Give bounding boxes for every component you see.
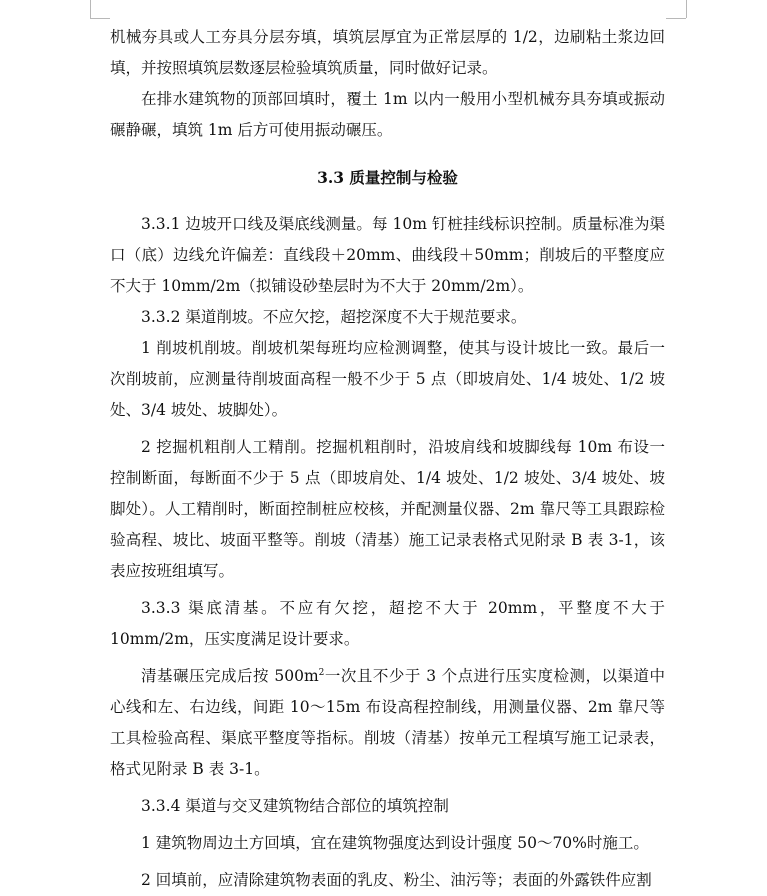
corner-mark-left-h bbox=[90, 18, 110, 19]
compaction-text-before: 清基碾压完成后按 500m bbox=[141, 667, 319, 685]
section-heading: 3.3 质量控制与检验 bbox=[317, 168, 458, 187]
paragraph-continuation: 机械夯具或人工夯具分层夯填，填筑层厚宜为正常层厚的 1/2，边刷粘土浆边回填，并按照填筑层数逐层检验填筑质量，同时做好记录。 bbox=[110, 28, 665, 77]
compaction-text-after: 一次且不少于 3 个点进行压实度检测，以渠道中心线和左、右边线，间距 10～15m 布设高程控制线，用测量仪器、2m 靠尺等工具检验高程、渠底平整度等指标。削坡（清基）按单元工程填写施工记录表，格式见附录 B 表 3-1。 bbox=[110, 667, 666, 778]
paragraph-3-3-4-item-1: 1 建筑物周边土方回填，宜在建筑物强度达到设计强度 50～70%时施工。 bbox=[141, 834, 649, 852]
compaction-superscript: 2 bbox=[318, 667, 325, 678]
paragraph-3-3-1: 3.3.1 边坡开口线及渠底线测量。每 10m 钉桩挂线标识控制。质量标准为渠口（底）边线允许偏差：直线段＋20mm、曲线段＋50mm；削坡后的平整度应不大于 10mm/2m（拟铺设砂垫层时为不大于 20mm/2m）。 bbox=[110, 215, 665, 295]
paragraph-item-2: 2 挖掘机粗削人工精削。挖掘机粗削时，沿坡肩线和坡脚线每 10m 布设一控制断面，每断面不少于 5 点（即坡肩处、1/4 坡处、1/2 坡处、3/4 坡处、坡脚处）。人工精削时，断面控制桩应校核，并配测量仪器、2m 靠尺等工具跟踪检验高程、坡比、坡面平整等。削坡（清基）施工记录表格式见附录 B 表 3-1，该表应按班组填写。 bbox=[110, 438, 665, 580]
paragraph-3-3-4-item-2: 2 回填前，应清除建筑物表面的乳皮、粉尘、油污等；表面的外露铁件应割 bbox=[141, 871, 652, 889]
paragraph-3-3-2: 3.3.2 渠道削坡。不应欠挖，超挖深度不大于规范要求。 bbox=[141, 308, 527, 326]
paragraph-compaction bbox=[110, 661, 665, 785]
corner-mark-right-h bbox=[666, 18, 686, 19]
document-page bbox=[110, 22, 665, 896]
paragraph-3-3-3: 3.3.3 渠底清基。不应有欠挖，超挖不大于 20mm，平整度不大于 10mm/2m，压实度满足设计要求。 bbox=[110, 599, 665, 648]
paragraph-item-1: 1 削坡机削坡。削坡机架每班均应检测调整，使其与设计坡比一致。最后一次削坡前，应测量待削坡面高程一般不少于 5 点（即坡肩处、1/4 坡处、1/2 坡处、3/4 坡处、坡脚处）。 bbox=[110, 339, 665, 419]
paragraph-drainage-backfill: 在排水建筑物的顶部回填时，覆土 1m 以内一般用小型机械夯具夯填或振动碾静碾，填筑 1m 后方可使用振动碾压。 bbox=[110, 90, 665, 139]
paragraph-3-3-4: 3.3.4 渠道与交叉建筑物结合部位的填筑控制 bbox=[141, 797, 449, 815]
corner-mark-right bbox=[686, 0, 687, 18]
corner-mark-left bbox=[90, 0, 91, 18]
